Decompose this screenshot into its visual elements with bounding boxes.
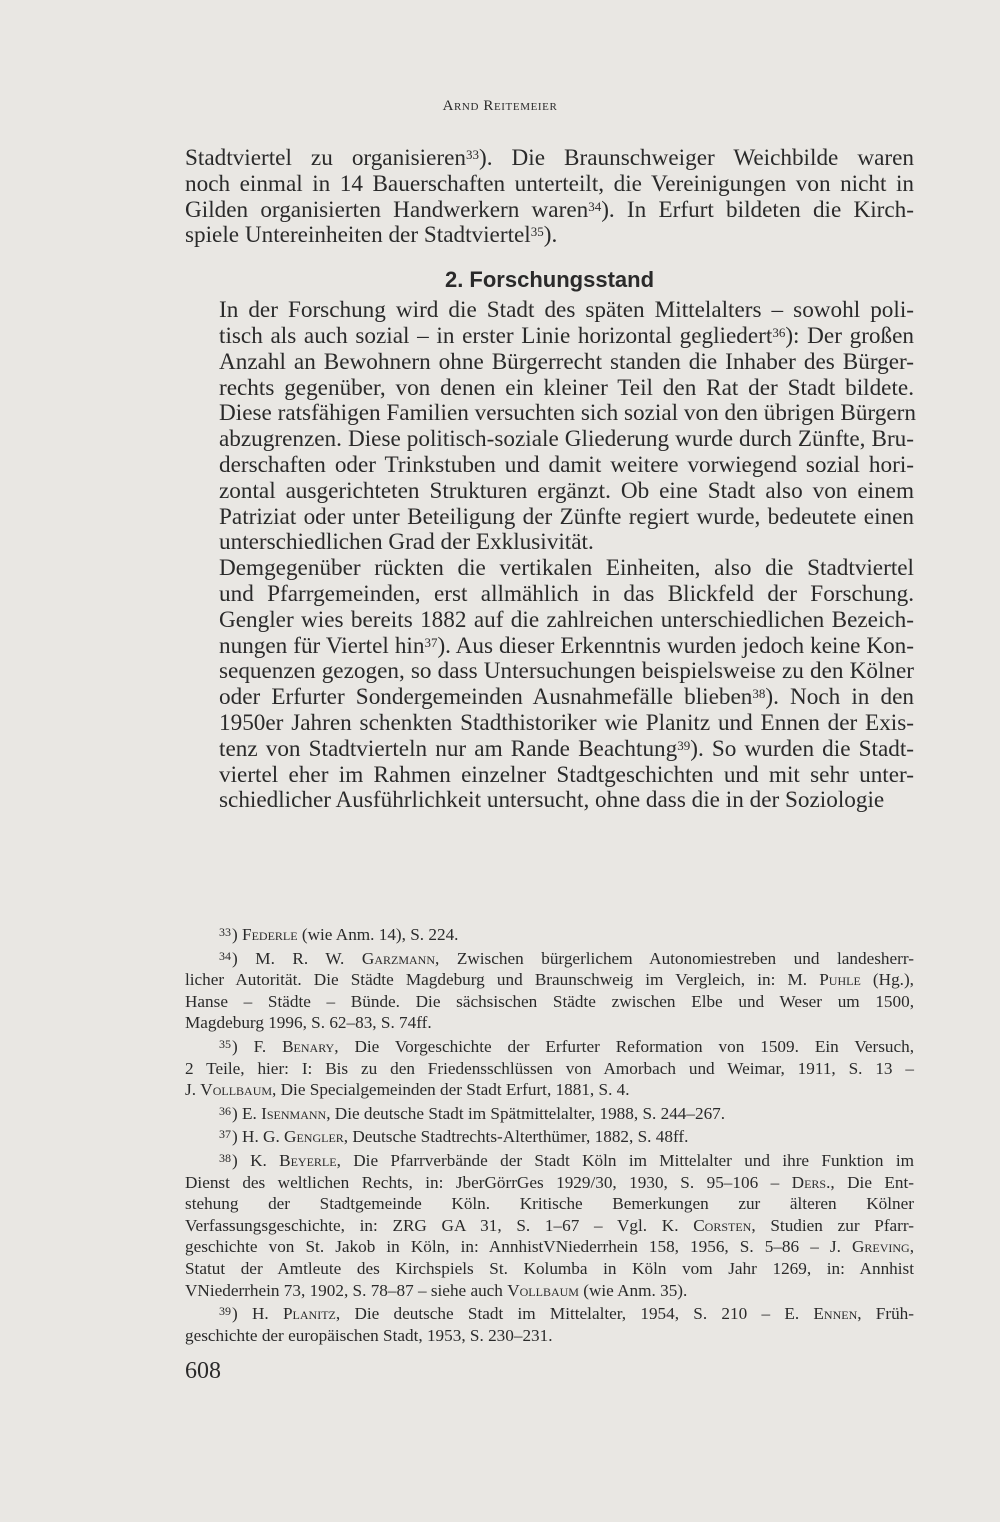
footnote-line: J. Vollbaum, Die Specialgemeinden der Stadt Erfurt, 1881, S. 4. xyxy=(185,1080,630,1100)
text-line: abzugrenzen. Diese politisch-soziale Gliederung wurde durch Zünfte, Bru- xyxy=(219,426,914,453)
footnote-line: Statut der Amtleute des Kirchspiels St. Kolumba in Köln vom Jahr 1269, in: Annhist xyxy=(185,1258,914,1278)
author-name: Vollbaum xyxy=(200,1080,273,1100)
footnote-line: licher Autorität. Die Städte Magdeburg und Braunschweig im Vergleich, in: M. Puhle (Hg.), xyxy=(185,970,914,990)
text-line: unterschiedlichen Grad der Exklusivität. xyxy=(219,529,594,556)
footnote-reference[interactable]: 35 xyxy=(530,224,544,240)
text-line: schiedlicher Ausführlichkeit untersucht, ohne dass die in der Soziologie xyxy=(219,787,885,814)
footnote-reference[interactable]: 39 xyxy=(677,737,691,753)
running-head: Arnd Reitemeier xyxy=(442,98,558,114)
footnote-35 xyxy=(185,1034,914,1101)
page-number: 608 xyxy=(185,1358,221,1384)
footnote-number: $^{38}$) xyxy=(219,1150,251,1170)
text-line: nungen für Viertel hin$^{37}$). Aus dieser Erkenntnis wurden jedoch keine Kon- xyxy=(219,632,914,659)
text-line: derschaften oder Trinkstuben und damit weitere vorwiegend sozial hori- xyxy=(219,451,914,478)
footnote-reference[interactable]: 36 xyxy=(772,324,786,340)
text-line: 1950er Jahren schenkten Stadthistoriker wie Planitz und Ennen der Exis- xyxy=(219,709,914,736)
author-name: Beyerle xyxy=(279,1150,337,1170)
paragraph-3 xyxy=(185,556,914,814)
author-name: Puhle xyxy=(819,970,861,990)
author-name: Greving xyxy=(851,1237,910,1257)
footnote-line: $^{39}$) H. Planitz, Die deutsche Stadt im Mittelalter, 1954, S. 210 – E. Ennen, Früh- xyxy=(219,1304,914,1324)
footnote-reference[interactable]: 38 xyxy=(752,686,766,702)
text-line: viertel eher im Rahmen einzelner Stadtgeschichten und mit sehr unter- xyxy=(219,761,914,788)
text-line: Diese ratsfähigen Familien versuchten sich sozial von den übrigen Bürgern xyxy=(219,400,916,427)
author-name: Vollbaum xyxy=(507,1280,579,1300)
text-line: Anzahl an Bewohnern ohne Bürgerrecht standen die Inhaber des Bürger- xyxy=(219,348,914,375)
author-name: Garzmann xyxy=(361,948,436,968)
author-name: Corsten xyxy=(693,1215,752,1235)
footnote-line: $^{33}$) Federle (wie Anm. 14), S. 224. xyxy=(219,925,459,944)
author-name: Ders xyxy=(791,1172,827,1192)
footnote-line: Verfassungsgeschichte, in: ZRG GA 31, S. 1–67 – Vgl. K. Corsten, Studien zur Pfarr- xyxy=(185,1215,915,1235)
footnote-34 xyxy=(185,946,914,1034)
footnote-number: $^{36}$) xyxy=(219,1103,243,1123)
text-line: sequenzen gezogen, so dass Untersuchungen beispielsweise zu den Kölner xyxy=(219,658,914,685)
text-line: spiele Untereinheiten der Stadtviertel$^{35}$). xyxy=(185,222,558,249)
text-line: Gilden organisierten Handwerkern waren$^{34}$). In Erfurt bildeten die Kirch- xyxy=(185,196,915,223)
footnote-line: geschichte von St. Jakob in Köln, in: AnnhistVNiederrhein 158, 1956, S. 5–86 – J. Greving, xyxy=(185,1237,914,1257)
footnote-line: VNiederrhein 73, 1902, S. 78–87 – siehe auch Vollbaum (wie Anm. 35). xyxy=(185,1280,688,1300)
footnote-reference[interactable]: 34 xyxy=(588,198,602,214)
text-line: Demgegenüber rückten die vertikalen Einheiten, also die Stadtviertel xyxy=(219,555,914,582)
footnote-line: $^{35}$) F. Benary, Die Vorgeschichte der Erfurter Reformation von 1509. Ein Versuch, xyxy=(219,1036,914,1056)
text-line: zontal ausgerichteten Strukturen ergänzt. Ob eine Stadt also von einem xyxy=(219,477,914,504)
footnote-line: $^{37}$) H. G. Gengler, Deutsche Stadtrechts-Alterthümer, 1882, S. 48ff. xyxy=(219,1127,689,1147)
text-line: tisch als auch sozial – in erster Linie horizontal gegliedert$^{36}$): Der großen xyxy=(219,322,914,349)
footnote-number: $^{33}$) xyxy=(219,925,243,944)
footnote-number: $^{35}$) xyxy=(219,1036,254,1056)
paragraph-2 xyxy=(185,298,914,556)
footnote-number: $^{39}$) xyxy=(219,1304,252,1324)
text-line: noch einmal in 14 Bauerschaften unterteilt, die Vereinigungen von nicht in xyxy=(185,170,914,197)
footnote-line: 2 Teile, hier: I: Bis zu den Friedensschlüssen von Amorbach und Weimar, 1911, S. 13 – xyxy=(185,1058,914,1078)
footnote-line: $^{34}$) M. R. W. Garzmann, Zwischen bürgerlichem Autonomiestreben und landesherr- xyxy=(219,948,914,968)
text-line: Gengler wies bereits 1882 auf die zahlreichen unterschiedlichen Bezeich- xyxy=(219,606,914,633)
text-line: rechts gegenüber, von denen ein kleiner Teil den Rat der Stadt bildete. xyxy=(219,374,914,401)
footnotes xyxy=(185,922,914,1346)
section-heading: 2. Forschungsstand xyxy=(444,267,655,293)
text-line: oder Erfurter Sondergemeinden Ausnahmefälle blieben$^{38}$). Noch in den xyxy=(219,684,914,711)
footnote-38 xyxy=(185,1148,914,1301)
footnote-line: $^{36}$) E. Isenmann, Die deutsche Stadt im Spätmittelalter, 1988, S. 244–267. xyxy=(219,1103,726,1123)
text-line: Stadtviertel zu organisieren$^{33}$). Die Braunschweiger Weichbilde waren xyxy=(185,145,914,171)
author-name: Planitz xyxy=(282,1304,336,1324)
footnote-37 xyxy=(185,1124,914,1148)
author-name: Gengler xyxy=(284,1127,344,1147)
footnote-reference[interactable]: 33 xyxy=(466,147,480,162)
author-name: Benary xyxy=(282,1036,335,1056)
text-line: tenz von Stadtvierteln nur am Rande Beachtung$^{39}$). So wurden die Stadt- xyxy=(219,735,914,762)
footnote-line: Dienst des weltlichen Rechts, in: JberGörrGes 1929/30, 1930, S. 95–106 – Ders., Die Ent- xyxy=(185,1172,914,1192)
footnote-line: geschichte der europäischen Stadt, 1953, S. 230–231. xyxy=(185,1325,553,1345)
footnote-line: Magdeburg 1996, S. 62–83, S. 74ff. xyxy=(185,1013,432,1033)
footnote-number: $^{37}$) xyxy=(219,1127,243,1147)
footnote-33 xyxy=(185,922,914,946)
footnote-line: Hanse – Städte – Bünde. Die sächsischen Städte zwischen Elbe und Weser um 1500, xyxy=(185,991,914,1011)
main-text xyxy=(185,146,914,814)
author-name: Ennen xyxy=(813,1304,858,1324)
footnote-line: stehung der Stadtgemeinde Köln. Kritische Bemerkungen zur älteren Kölner xyxy=(185,1194,914,1214)
footnote-39 xyxy=(185,1301,914,1346)
footnote-36 xyxy=(185,1101,914,1125)
paragraph-1 xyxy=(185,146,914,249)
text-line: und Pfarrgemeinden, erst allmählich in das Blickfeld der Forschung. xyxy=(219,580,914,607)
author-name: Isenmann xyxy=(261,1103,327,1123)
footnote-line: $^{38}$) K. Beyerle, Die Pfarrverbände der Stadt Köln im Mittelalter und ihre Funktion im xyxy=(219,1150,914,1170)
author-name: Federle xyxy=(242,925,298,944)
footnote-reference[interactable]: 37 xyxy=(424,634,438,650)
footnote-number: $^{34}$) xyxy=(219,948,256,968)
text-line: Patriziat oder unter Beteiligung der Zünfte regiert wurde, bedeutete einen xyxy=(219,503,914,530)
text-line: In der Forschung wird die Stadt des späten Mittelalters – sowohl poli- xyxy=(219,297,914,324)
